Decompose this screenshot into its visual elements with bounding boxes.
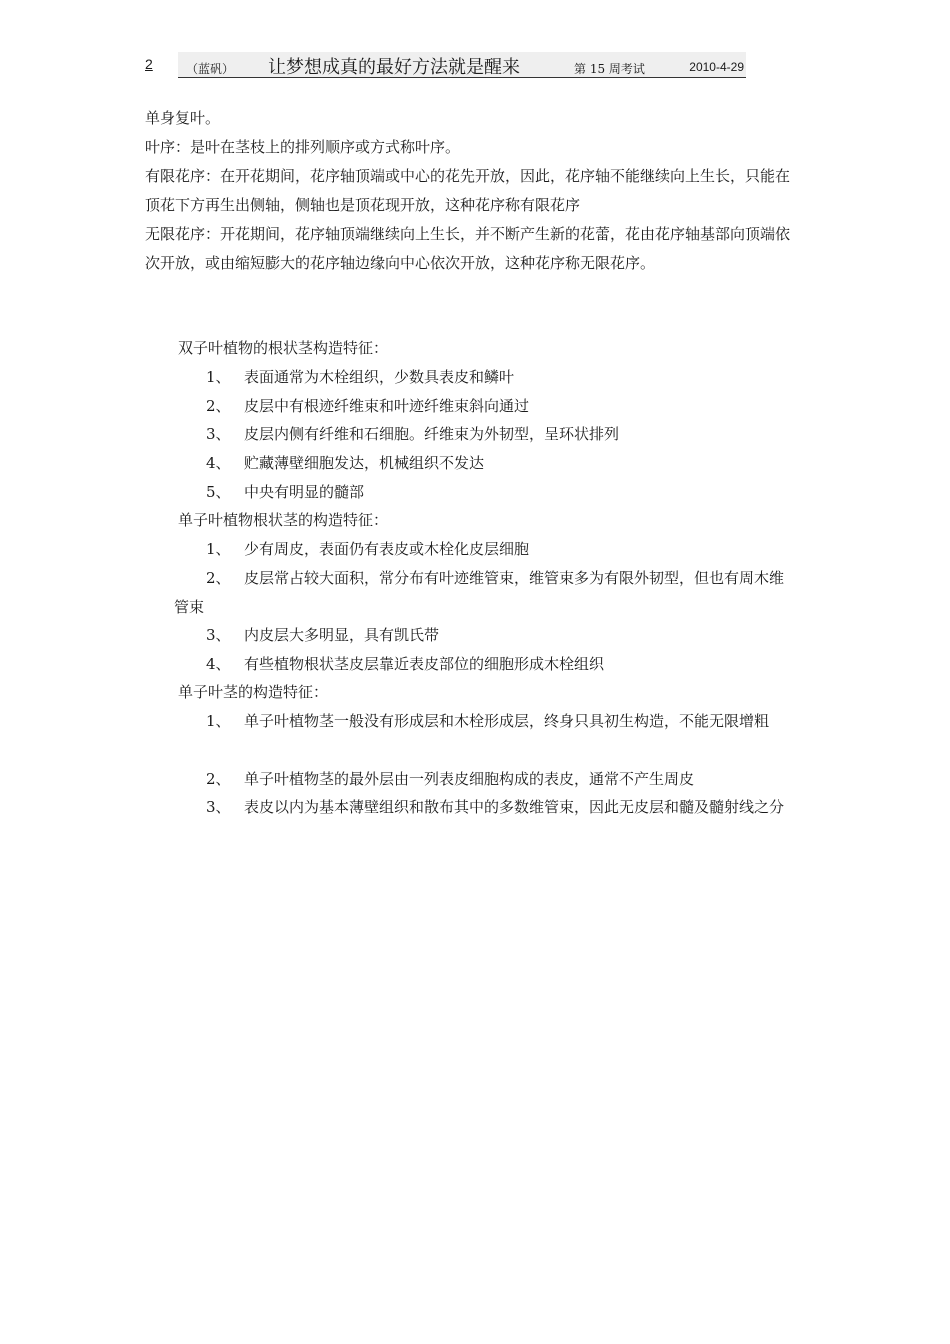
list-item: 4、 有些植物根状茎皮层靠近表皮部位的细胞形成木栓组织 <box>206 655 605 673</box>
page-number: 2 <box>145 56 153 72</box>
definition-paragraph: 单身复叶。 <box>145 109 221 127</box>
section-title: 单子叶茎的构造特征： <box>178 683 329 701</box>
definition-paragraph: 有限花序：在开花期间，花序轴顶端或中心的花先开放，因此，花序轴不能继续向上生长，只能在顶花下方再生出侧轴，侧轴也是顶花现开放，这种花序称有限花序 <box>145 167 791 214</box>
list-item: 1、 少有周皮，表面仍有表皮或木栓化皮层细胞 <box>206 540 530 558</box>
list-item: 2、 单子叶植物茎的最外层由一列表皮细胞构成的表皮，通常不产生周皮 <box>206 770 695 788</box>
section-title: 单子叶植物根状茎的构造特征： <box>178 511 389 529</box>
list-item: 5、 中央有明显的髓部 <box>206 483 365 501</box>
definition-paragraph: 无限花序：开花期间，花序轴顶端继续向上生长，并不断产生新的花蕾，花由花序轴基部向顶端依次开放，或由缩短膨大的花序轴边缘向中心依次开放，这种花序称无限花序。 <box>145 225 791 272</box>
header-author: （蓝矾） <box>186 62 235 76</box>
list-item: 4、 贮藏薄壁细胞发达，机械组织不发达 <box>206 454 485 472</box>
list-item: 3、 内皮层大多明显，具有凯氏带 <box>206 626 440 644</box>
list-item: 2、 皮层中有根迹纤维束和叶迹纤维束斜向通过 <box>206 397 530 415</box>
list-item: 1、 单子叶植物茎一般没有形成层和木栓形成层，终身只具初生构造，不能无限增粗 <box>206 712 770 730</box>
definition-paragraph: 叶序：是叶在茎枝上的排列顺序或方式称叶序。 <box>145 138 461 156</box>
list-item: 2、 皮层常占较大面积，常分布有叶迹维管束，维管束多为有限外韧型，但也有周木维管束 <box>174 569 785 616</box>
list-item: 3、 皮层内侧有纤维和石细胞。纤维束为外韧型，呈环状排列 <box>206 425 620 443</box>
header-motto: 让梦想成真的最好方法就是醒来 <box>268 57 520 78</box>
header-date: 2010-4-29 <box>689 60 744 74</box>
section-title: 双子叶植物的根状茎构造特征： <box>178 339 389 357</box>
header-exam: 第 15 周考试 <box>574 62 645 76</box>
list-item: 3、 表皮以内为基本薄壁组织和散布其中的多数维管束，因此无皮层和髓及髓射线之分 <box>206 798 785 816</box>
page-header <box>178 52 746 78</box>
list-item: 1、 表面通常为木栓组织，少数具表皮和鳞叶 <box>206 368 515 386</box>
